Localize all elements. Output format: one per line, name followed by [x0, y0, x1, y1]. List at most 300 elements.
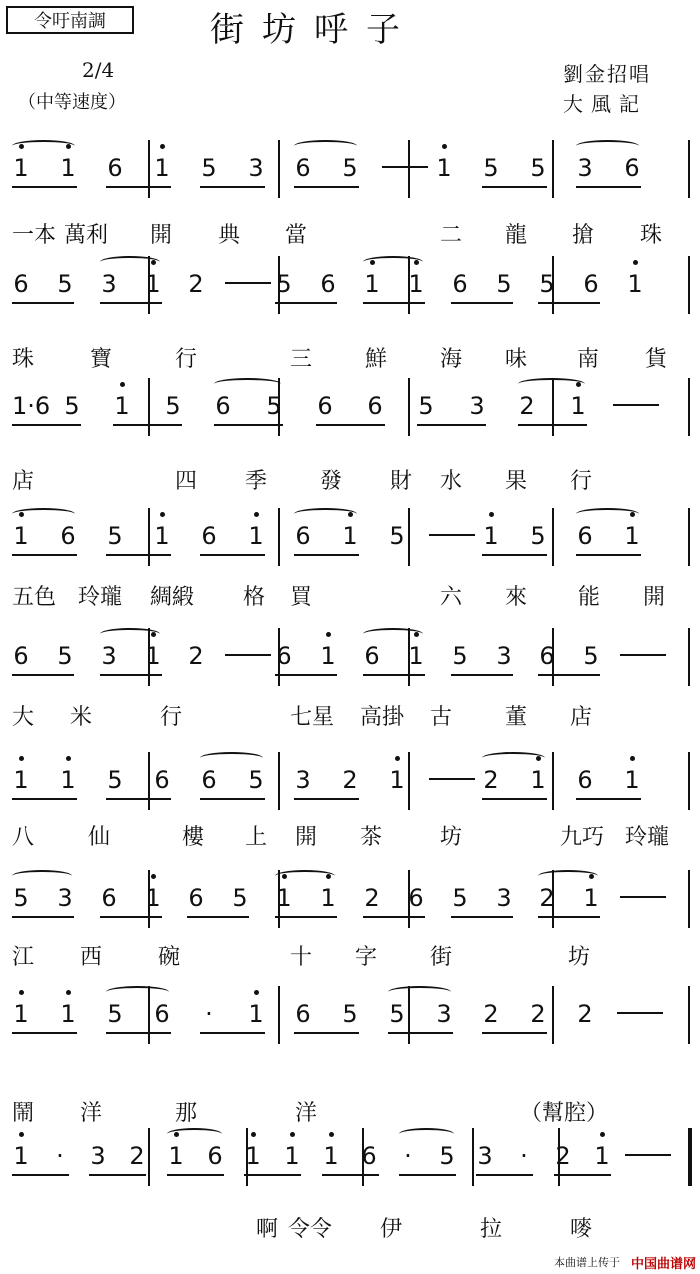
beam-underline: [12, 1174, 69, 1176]
note: 6: [320, 270, 336, 298]
beam-underline: [294, 554, 359, 556]
beam-underline: [12, 674, 74, 676]
note: 1: [245, 1142, 261, 1170]
note: 3: [57, 884, 73, 912]
note: 5: [57, 270, 73, 298]
note: 5: [452, 642, 468, 670]
note: 1: [13, 154, 29, 182]
note: 5: [201, 154, 217, 182]
lyric-syllable: 上: [245, 825, 268, 850]
note: 6: [317, 392, 333, 420]
bar-line: [148, 1128, 150, 1186]
staff-row: [0, 1128, 700, 1188]
lyric-syllable: 行: [175, 347, 198, 372]
lyric-syllable: 開: [643, 585, 666, 610]
lyric-syllable: 二: [440, 223, 463, 248]
octave-dot: [151, 260, 156, 265]
staff-row: [0, 256, 700, 316]
beam-underline: [200, 1032, 265, 1034]
slur: [214, 378, 281, 390]
lyric-syllable: 開: [150, 223, 173, 248]
note: 6: [201, 766, 217, 794]
octave-dot: [254, 512, 259, 517]
beam-underline: [576, 186, 641, 188]
note: 1: [408, 642, 424, 670]
lyric-syllable: 水: [440, 469, 463, 494]
beam-underline: [12, 916, 74, 918]
beam-underline: [482, 554, 547, 556]
lyric-syllable: 啊: [256, 1217, 279, 1242]
octave-dot: [576, 382, 581, 387]
lyric-syllable: 洋: [80, 1101, 103, 1126]
beam-underline: [100, 916, 162, 918]
note: 1: [154, 154, 170, 182]
lyric-syllable: 五色: [12, 585, 57, 610]
beam-underline: [576, 798, 641, 800]
lyric-syllable: 七星: [290, 705, 335, 730]
note: 6: [276, 642, 292, 670]
slur: [294, 140, 357, 152]
note: 1: [168, 1142, 184, 1170]
note: 1: [483, 522, 499, 550]
lyric-syllable: 玲瓏: [625, 825, 670, 850]
octave-dot: [489, 512, 494, 517]
note: 6: [13, 642, 29, 670]
note: 5: [107, 766, 123, 794]
note: 1: [323, 1142, 339, 1170]
note: 6: [295, 154, 311, 182]
note: 5: [165, 392, 181, 420]
slur: [576, 140, 639, 152]
beam-underline: [518, 424, 587, 426]
note: 2: [483, 1000, 499, 1028]
note: 1: [389, 766, 405, 794]
lyric-syllable: 鮮: [365, 347, 388, 372]
note: 1: [276, 884, 292, 912]
beam-underline: [200, 186, 265, 188]
beam-underline: [12, 424, 81, 426]
lyric-row: [0, 820, 700, 854]
note: 6: [577, 766, 593, 794]
beam-underline: [316, 424, 385, 426]
beam-underline: [106, 554, 171, 556]
note: 1: [408, 270, 424, 298]
note: 3: [496, 884, 512, 912]
lyric-syllable: 格: [243, 585, 266, 610]
tempo-marking: （中等速度）: [18, 92, 126, 113]
genre-label: 令吁南調: [6, 6, 134, 34]
beam-underline: [363, 916, 425, 918]
upload-note: 本曲谱上传于: [554, 1256, 620, 1269]
note: 6: [60, 522, 76, 550]
lyric-syllable: 季: [245, 469, 268, 494]
note: 6: [154, 766, 170, 794]
note: 5: [107, 522, 123, 550]
lyric-syllable: 西: [80, 945, 103, 970]
note: 1: [13, 1142, 29, 1170]
note: 5: [107, 1000, 123, 1028]
beam-underline: [12, 798, 77, 800]
lyric-syllable: 龍: [505, 223, 528, 248]
staff-row: [0, 140, 700, 200]
note: 1: [624, 522, 640, 550]
beam-underline: [187, 916, 249, 918]
beam-underline: [363, 674, 425, 676]
beam-underline: [12, 302, 74, 304]
bar-line: [148, 508, 150, 566]
note: 1: [60, 766, 76, 794]
octave-dot: [414, 632, 419, 637]
lyric-syllable: 坊: [568, 945, 591, 970]
lyric-syllable: 茶: [360, 825, 383, 850]
beam-underline: [554, 1174, 611, 1176]
note: 6: [107, 154, 123, 182]
lyric-syllable: 搶: [572, 223, 595, 248]
bar-line: [688, 986, 690, 1044]
beam-underline: [322, 1174, 379, 1176]
lyric-row: [0, 580, 700, 614]
note: 3: [101, 270, 117, 298]
lyric-syllable: 四: [175, 469, 198, 494]
beam-underline: [482, 798, 547, 800]
lyric-syllable: 寶: [90, 347, 113, 372]
lyric-syllable: （幫腔）: [520, 1101, 609, 1126]
note: 2: [519, 392, 535, 420]
lyric-syllable: 行: [160, 705, 183, 730]
beam-underline: [12, 554, 77, 556]
note: 1: [248, 1000, 264, 1028]
lyric-syllable: 店: [570, 705, 593, 730]
note: 5: [13, 884, 29, 912]
lyric-syllable: 貨: [645, 347, 668, 372]
bar-line: [408, 378, 410, 436]
time-signature: 2/4: [82, 58, 115, 82]
bar-line: [688, 1128, 692, 1186]
lyric-syllable: 財: [390, 469, 413, 494]
note: 2: [364, 884, 380, 912]
bar-line: [688, 628, 690, 686]
sustain-dash: [225, 654, 271, 656]
octave-dot: [120, 382, 125, 387]
lyric-syllable: 玲瓏: [78, 585, 123, 610]
note: 1·6: [12, 392, 51, 420]
lyric-row: [0, 342, 700, 376]
bar-line: [408, 140, 410, 198]
note: 6: [207, 1142, 223, 1170]
note: 3: [101, 642, 117, 670]
beam-underline: [482, 186, 547, 188]
beam-underline: [399, 1174, 456, 1176]
lyric-syllable: 發: [320, 469, 343, 494]
note: 2: [188, 642, 204, 670]
note: 6: [13, 270, 29, 298]
note: 3: [477, 1142, 493, 1170]
note: 1: [60, 1000, 76, 1028]
bar-line: [552, 752, 554, 810]
beam-underline: [167, 1174, 224, 1176]
octave-dot: [600, 1132, 605, 1137]
octave-dot: [254, 990, 259, 995]
note: 1: [60, 154, 76, 182]
singer-credit: 劉金招唱: [563, 62, 651, 86]
octave-dot: [326, 632, 331, 637]
lyric-syllable: 米: [70, 705, 93, 730]
note: 1: [530, 766, 546, 794]
note: ·: [205, 1000, 213, 1028]
sustain-dash: [617, 1012, 663, 1014]
note: 1: [624, 766, 640, 794]
note: 5: [64, 392, 80, 420]
note: 5: [452, 884, 468, 912]
staff-row: [0, 870, 700, 930]
lyric-syllable: 樓: [182, 825, 205, 850]
note: 5: [418, 392, 434, 420]
lyric-syllable: 一本: [12, 223, 57, 248]
lyric-syllable: 三: [290, 347, 313, 372]
lyric-syllable: 行: [570, 469, 593, 494]
beam-underline: [417, 424, 486, 426]
beam-underline: [451, 916, 513, 918]
note: 5: [389, 1000, 405, 1028]
note: 6: [539, 642, 555, 670]
beam-underline: [113, 424, 182, 426]
note: ·: [56, 1142, 64, 1170]
lyric-syllable: 拉: [480, 1217, 503, 1242]
slur: [518, 378, 585, 390]
bar-line: [552, 986, 554, 1044]
beam-underline: [294, 186, 359, 188]
slur: [388, 986, 451, 998]
note: 1: [320, 884, 336, 912]
beam-underline: [89, 1174, 146, 1176]
note: 3: [577, 154, 593, 182]
octave-dot: [19, 990, 24, 995]
note: 1: [13, 1000, 29, 1028]
lyric-syllable: 坊: [440, 825, 463, 850]
note: 6: [361, 1142, 377, 1170]
bar-line: [552, 140, 554, 198]
beam-underline: [476, 1174, 533, 1176]
note: 6: [452, 270, 468, 298]
note: 2: [539, 884, 555, 912]
sustain-dash: [429, 534, 475, 536]
lyric-syllable: 果: [505, 469, 528, 494]
lyric-row: [0, 940, 700, 974]
sustain-dash: [382, 166, 428, 168]
note: 2: [483, 766, 499, 794]
note: 3: [90, 1142, 106, 1170]
note: 5: [530, 522, 546, 550]
bar-line: [408, 752, 410, 810]
note: 6: [624, 154, 640, 182]
octave-dot: [442, 144, 447, 149]
lyric-syllable: 綢緞: [150, 585, 195, 610]
bar-line: [688, 378, 690, 436]
note: 5: [342, 154, 358, 182]
note: 2: [577, 1000, 593, 1028]
octave-dot: [630, 756, 635, 761]
lyric-syllable: 來: [505, 585, 528, 610]
octave-dot: [66, 756, 71, 761]
note: 1: [436, 154, 452, 182]
octave-dot: [589, 874, 594, 879]
note: 5: [342, 1000, 358, 1028]
note: 3: [436, 1000, 452, 1028]
note: 1: [594, 1142, 610, 1170]
octave-dot: [160, 144, 165, 149]
lyric-syllable: 海: [440, 347, 463, 372]
note: 1: [364, 270, 380, 298]
lyric-syllable: 高掛: [360, 705, 405, 730]
beam-underline: [100, 302, 162, 304]
note: 6: [188, 884, 204, 912]
beam-underline: [12, 1032, 77, 1034]
bar-line: [278, 140, 280, 198]
beam-underline: [388, 1032, 453, 1034]
note: 2: [129, 1142, 145, 1170]
lyric-syllable: 能: [578, 585, 601, 610]
octave-dot: [329, 1132, 334, 1137]
lyric-syllable: 大: [12, 705, 35, 730]
lyric-syllable: 六: [440, 585, 463, 610]
lyric-syllable: 買: [290, 585, 313, 610]
lyric-syllable: 碗: [158, 945, 181, 970]
lyric-syllable: 字: [355, 945, 378, 970]
note: 6: [215, 392, 231, 420]
site-brand: 中国曲谱网: [630, 1257, 696, 1272]
slur: [12, 508, 75, 520]
note: 5: [232, 884, 248, 912]
note: 5: [389, 522, 405, 550]
octave-dot: [66, 990, 71, 995]
bar-line: [278, 986, 280, 1044]
slur: [106, 986, 169, 998]
bar-line: [688, 870, 690, 928]
octave-dot: [251, 1132, 256, 1137]
beam-underline: [482, 1032, 547, 1034]
note: 6: [577, 522, 593, 550]
lyric-syllable: 南: [577, 347, 600, 372]
beam-underline: [214, 424, 283, 426]
lyric-syllable: 十: [290, 945, 313, 970]
note: 6: [364, 642, 380, 670]
slur: [399, 1128, 454, 1140]
beam-underline: [294, 798, 359, 800]
note: 5: [439, 1142, 455, 1170]
beam-underline: [294, 1032, 359, 1034]
staff-row: [0, 752, 700, 812]
note: 1: [13, 522, 29, 550]
note: 3: [295, 766, 311, 794]
octave-dot: [395, 756, 400, 761]
beam-underline: [451, 302, 513, 304]
beam-underline: [538, 916, 600, 918]
lyric-syllable: 珠: [12, 347, 35, 372]
bar-line: [148, 752, 150, 810]
note: 6: [201, 522, 217, 550]
slur: [12, 870, 72, 882]
note: 6: [408, 884, 424, 912]
note: 2: [188, 270, 204, 298]
note: 1: [627, 270, 643, 298]
note: 6: [154, 1000, 170, 1028]
beam-underline: [244, 1174, 301, 1176]
bar-line: [408, 508, 410, 566]
beam-underline: [200, 554, 265, 556]
lyric-row: [0, 218, 700, 252]
beam-underline: [275, 674, 337, 676]
note: 6: [295, 1000, 311, 1028]
note: 1: [145, 884, 161, 912]
beam-underline: [100, 674, 162, 676]
sustain-dash: [620, 654, 666, 656]
note: 6: [295, 522, 311, 550]
octave-dot: [633, 260, 638, 265]
note: 5: [530, 154, 546, 182]
bar-line: [148, 378, 150, 436]
lyric-syllable: 洋: [295, 1101, 318, 1126]
octave-dot: [19, 1132, 24, 1137]
bar-line: [278, 752, 280, 810]
bar-line: [688, 140, 690, 198]
note: 2: [530, 1000, 546, 1028]
note: 5: [483, 154, 499, 182]
note: 2: [555, 1142, 571, 1170]
octave-dot: [160, 512, 165, 517]
lyric-syllable: 店: [12, 469, 35, 494]
beam-underline: [451, 674, 513, 676]
bar-line: [552, 508, 554, 566]
note: 1: [145, 270, 161, 298]
staff-row: [0, 378, 700, 438]
note: 1: [570, 392, 586, 420]
lyric-syllable: 嘜: [570, 1217, 593, 1242]
slur: [167, 1128, 222, 1140]
note: 1: [114, 392, 130, 420]
note: 5: [496, 270, 512, 298]
note: 1: [248, 522, 264, 550]
note: 5: [266, 392, 282, 420]
note: 3: [469, 392, 485, 420]
note: 1: [342, 522, 358, 550]
sustain-dash: [225, 282, 271, 284]
bar-line: [688, 256, 690, 314]
page-title: 街坊呼子: [210, 10, 418, 50]
note: 3: [496, 642, 512, 670]
bar-line: [472, 1128, 474, 1186]
lyric-syllable: 仙: [88, 825, 111, 850]
note: 5: [539, 270, 555, 298]
octave-dot: [290, 1132, 295, 1137]
lyric-row: [0, 1096, 700, 1130]
beam-underline: [106, 186, 171, 188]
note: ·: [404, 1142, 412, 1170]
bar-line: [148, 140, 150, 198]
beam-underline: [275, 302, 337, 304]
note: 6: [367, 392, 383, 420]
sustain-dash: [429, 778, 475, 780]
octave-dot: [151, 874, 156, 879]
octave-dot: [348, 512, 353, 517]
lyric-syllable: 八: [12, 825, 35, 850]
octave-dot: [414, 260, 419, 265]
beam-underline: [106, 798, 171, 800]
note: 6: [101, 884, 117, 912]
beam-underline: [106, 1032, 171, 1034]
staff-row: [0, 508, 700, 568]
lyric-syllable: 街: [430, 945, 453, 970]
bar-line: [688, 508, 690, 566]
